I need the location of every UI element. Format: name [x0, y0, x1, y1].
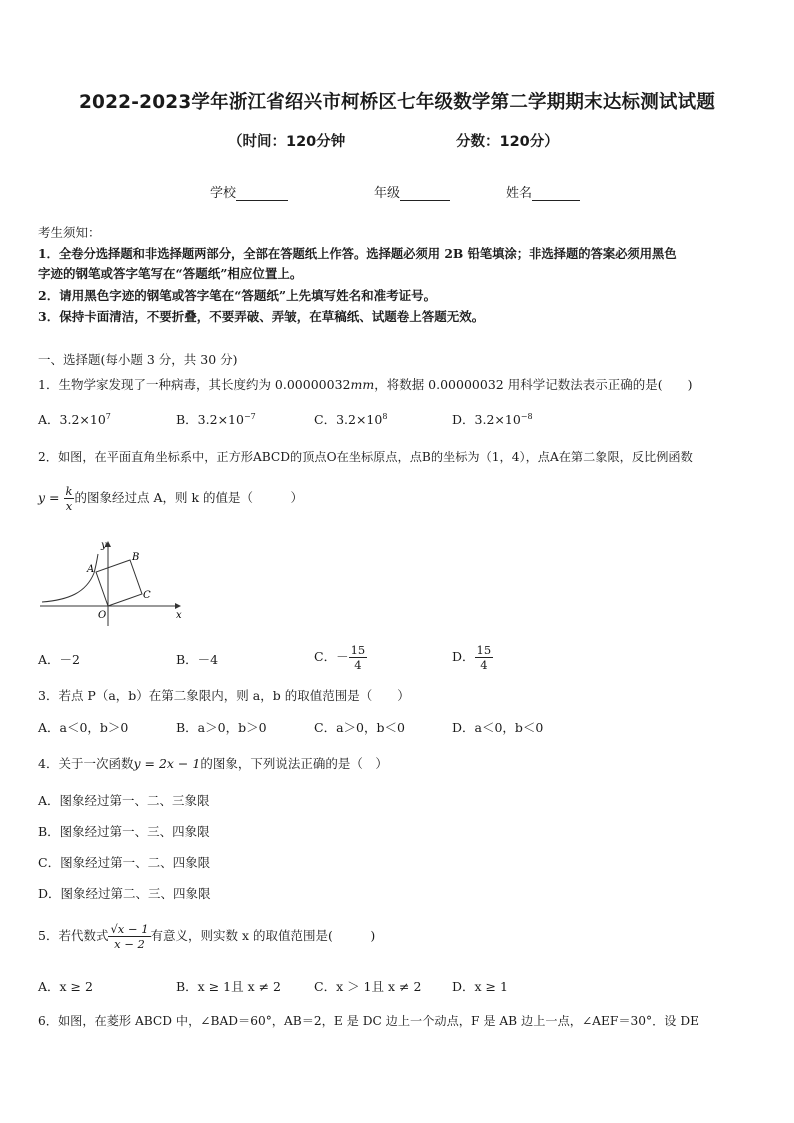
q3-option-a[interactable]: A．a＜0，b＞0 — [38, 720, 129, 735]
q1-unit: mm — [350, 377, 375, 392]
hyperbola-curve — [42, 554, 98, 602]
grade-blank[interactable] — [400, 186, 450, 201]
q5-option-d[interactable]: D．x ≥ 1 — [452, 979, 508, 994]
q1-option-b[interactable]: B．$3.2\times 10^{-7}$ — [176, 411, 256, 427]
notice-item-1: 1．全卷分选择题和非选择题两部分，全部在答题纸上作答。选择题必须用 2B 铅笔填涂；非选择题的答案必须用黑色 — [38, 246, 677, 261]
q5-option-a[interactable]: A．x ≥ 2 — [38, 979, 93, 994]
question-4-stem — [38, 754, 388, 772]
q2-stem-tail: 的图象经过点 A，则 k 的值是（ ） — [74, 490, 303, 505]
q5-option-c[interactable]: C．x ＞ 1且 x ≠ 2 — [314, 979, 422, 994]
q1-stem-part-b: ，将数据 0.00000032 用科学记数法表示正确的是( ) — [374, 377, 693, 392]
q2-formula-lhs: y = — [38, 490, 60, 505]
q5-fraction: $\frac{√x - 1}{x - 2}$ — [110, 922, 149, 951]
q1-option-c[interactable]: C．$3.2\times 10^8$ — [314, 411, 388, 427]
q2-option-d[interactable]: D． $\frac{15}{4}$ — [452, 643, 492, 672]
q4-formula: y = 2x − 1 — [133, 756, 201, 771]
label-y: y — [101, 540, 107, 551]
exam-score: 分数：120分） — [456, 134, 559, 150]
label-A: A — [87, 564, 95, 575]
school-label: 学校 — [210, 186, 237, 201]
notice-heading: 考生须知： — [38, 225, 101, 240]
question-6-stem: 6．如图，在菱形 ABCD 中，∠BAD＝60°，AB＝2，E 是 DC 边上一个动点，F 是 AB 边上一点，∠AEF＝30°．设 DE — [38, 1014, 700, 1028]
q3-option-c[interactable]: C．a＞0，b＜0 — [314, 720, 405, 735]
q2-option-a[interactable]: A．－2 — [38, 652, 80, 667]
notice-item-2: 2．请用黑色字迹的钢笔或答字笔在“答题纸”上先填写姓名和准考证号。 — [38, 288, 437, 303]
question-2-formula — [38, 484, 303, 513]
q4-option-b[interactable]: B．图象经过第一、三、四象限 — [38, 824, 210, 839]
grade-label: 年级 — [374, 186, 401, 201]
name-field — [506, 182, 580, 201]
label-B: B — [132, 552, 140, 563]
school-blank[interactable] — [236, 186, 288, 201]
name-label: 姓名 — [506, 186, 533, 201]
exam-time: （时间：120分钟 — [228, 134, 346, 150]
exam-title: 2022-2023学年浙江省绍兴市柯桥区七年级数学第二学期期末达标测试试题 — [78, 92, 716, 113]
q5-stem-part-a: 5．若代数式 — [38, 928, 109, 943]
q2-option-c[interactable]: C．－ $\frac{15}{4}$ — [314, 643, 366, 672]
q2-coordinate-graph — [38, 538, 188, 628]
q3-option-b[interactable]: B．a＞0，b＞0 — [176, 720, 267, 735]
label-C: C — [143, 590, 151, 601]
q2-option-b[interactable]: B．－4 — [176, 652, 219, 667]
section-heading: 一、选择题(每小题 3 分，共 30 分) — [38, 352, 238, 367]
question-3-stem: 3．若点 P（a，b）在第二象限内，则 a，b 的取值范围是（ ） — [38, 688, 410, 703]
q1-option-d[interactable]: D．$3.2\times 10^{-8}$ — [452, 411, 533, 427]
q4-stem-part-b: 的图象，下列说法正确的是（ ） — [200, 756, 388, 771]
q4-option-d[interactable]: D．图象经过第二、三、四象限 — [38, 886, 211, 901]
q5-option-b[interactable]: B．x ≥ 1且 x ≠ 2 — [176, 979, 282, 994]
notice-item-1-cont: 字迹的钢笔或答字笔写在“答题纸”相应位置上。 — [38, 266, 303, 281]
q5-stem-part-b: 有意义，则实数 x 的取值范围是( ) — [150, 928, 376, 943]
q4-stem-part-a: 4．关于一次函数 — [38, 756, 134, 771]
name-blank[interactable] — [532, 186, 580, 201]
question-2-stem: 2．如图，在平面直角坐标系中，正方形ABCD的顶点O在坐标原点，点B的坐标为（1，4），点A在第二象限，反比例函数 — [38, 450, 693, 464]
square-abco — [96, 560, 142, 606]
q1-option-a[interactable]: A．$3.2\times 10^7$ — [38, 411, 111, 427]
label-O: O — [98, 610, 107, 621]
label-x: x — [176, 610, 182, 621]
question-1-stem — [38, 375, 692, 393]
q4-option-a[interactable]: A．图象经过第一、二、三象限 — [38, 793, 210, 808]
q2-fraction: $\frac{k}{x}$ — [65, 484, 73, 513]
school-field — [210, 182, 288, 201]
q3-option-d[interactable]: D．a＜0，b＜0 — [452, 720, 544, 735]
question-5-stem — [38, 922, 375, 951]
grade-field — [374, 182, 450, 201]
q4-option-c[interactable]: C．图象经过第一、二、四象限 — [38, 855, 211, 870]
q1-stem-part-a: 1．生物学家发现了一种病毒，其长度约为 0.00000032 — [38, 377, 351, 392]
notice-item-3: 3．保持卡面清洁，不要折叠，不要弄破、弄皱，在草稿纸、试题卷上答题无效。 — [38, 309, 485, 324]
